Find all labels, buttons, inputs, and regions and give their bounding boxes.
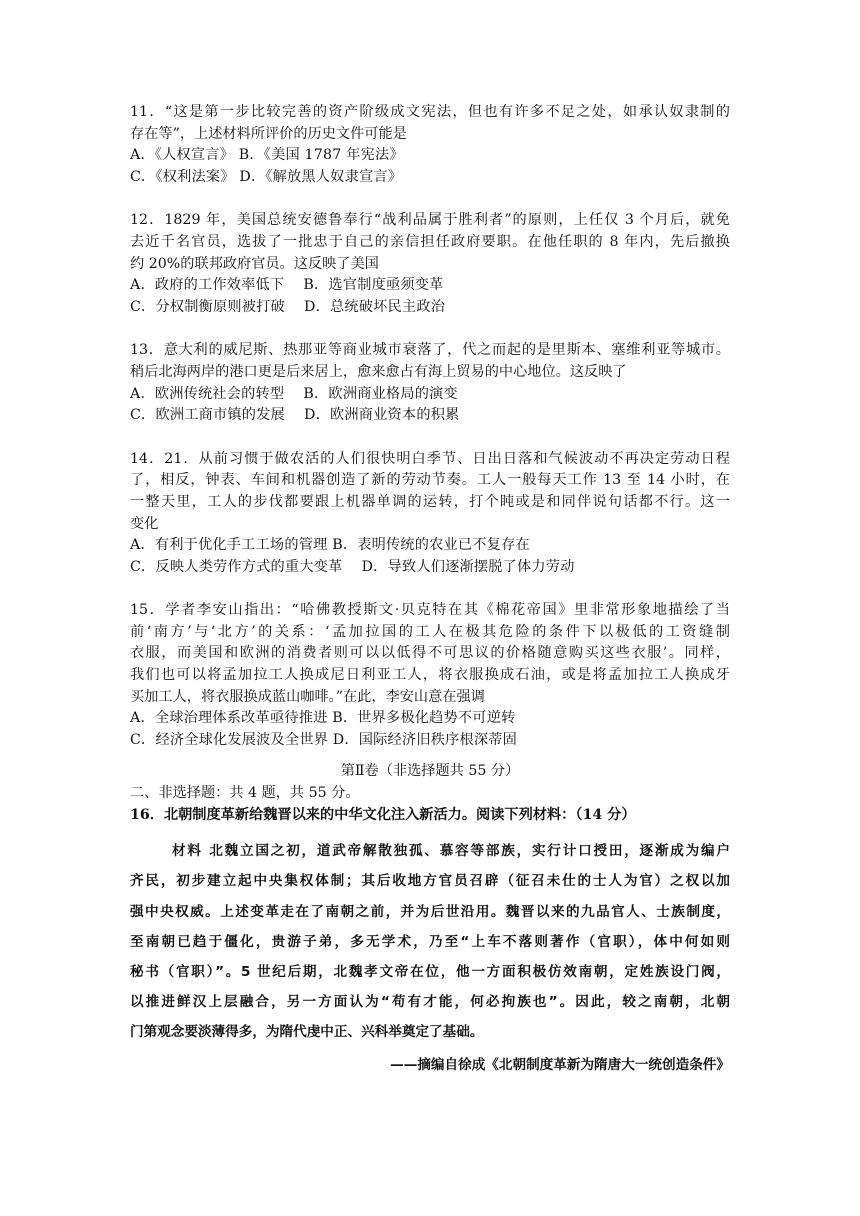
option-line: C．分权制衡原则被打破 D．总统破坏民主政治 [130, 298, 446, 315]
question-14 [130, 449, 730, 579]
material-line: 齐民，初步建立起中央集权体制；其后收地方官员召辟（征召未仕的士人为官）之权以加 [130, 873, 730, 890]
question-13 [130, 340, 730, 426]
options [130, 275, 730, 318]
question-stem-line: 了，相反，钟表、车间和机器创造了新的劳动节奏。工人一般每天工作 13 至 14 小时，在 [130, 472, 730, 489]
material-source: ——摘编自徐成《北朝制度革新为隋唐大一统创造条件》 [390, 1056, 730, 1073]
options [130, 708, 730, 751]
exam-page [130, 102, 730, 1080]
section-subtitle: 二、非选择题：共 4 题，共 55 分。 [130, 785, 360, 802]
option-line: A．《人权宣言》 B．《美国 1787 年宪法》 [130, 147, 404, 164]
question-stem-line: 前‘南方’与‘北方’的关系：‘孟加拉国的工人在极其危险的条件下以极低的工资缝制 [130, 623, 730, 640]
question-stem-line: 15．学者李安山指出：“哈佛教授斯文·贝克特在其《棉花帝国》里非常形象地描绘了当 [130, 602, 730, 619]
question-stem-line: 变化 [130, 515, 159, 532]
question-stem-line: 13．意大利的威尼斯、热那亚等商业城市衰落了，代之而起的是里斯本、塞维利亚等城市。 [130, 342, 730, 359]
question-stem-line: 买加工人，将衣服换成蓝山咖啡。”在此，李安山意在强调 [130, 688, 485, 705]
material-line: 以推进鲜汉上层融合，另一方面认为“苟有才能，何必拘族也”。因此，较之南朝，北朝 [130, 994, 730, 1011]
material-line: 强中央权威。上述变革走在了南朝之前，并为后世沿用。魏晋以来的九品官人、士族制度， [130, 903, 730, 920]
question-stem-line: 衣服，而美国和欧洲的消费者则可以以低得不可思议的价格随意购买这些衣服’。同样， [130, 645, 730, 662]
material-passage [130, 836, 730, 1080]
option-line: A．有利于优化手工工场的管理 B．表明传统的农业已不复存在 [130, 537, 530, 554]
option-line: C．欧洲工商市镇的发展 D．欧洲商业资本的积累 [130, 407, 460, 424]
material-line: 秘书（官职）”。5 世纪后期，北魏孝文帝在位，他一方面积极仿效南朝，定姓族设门阀， [130, 964, 730, 981]
option-line: A．政府的工作效率低下 B．选官制度亟须变革 [130, 277, 444, 294]
material-line: 至南朝已趋于僵化，贵游子弟，多无学术，乃至“上车不落则著作（官职），体中何如则 [130, 933, 730, 950]
question-16-stem: 16．北朝制度革新给魏晋以来的中华文化注入新活力。阅读下列材料：（14 分） [130, 806, 636, 823]
options [130, 145, 730, 188]
question-stem-line: 一整天里，工人的步伐都要跟上机器单调的运转，打个盹或是和同伴说句话都不行。这一 [130, 493, 730, 510]
material-line: 材料 北魏立国之初，道武帝解散独孤、慕容等部族，实行计口授田，逐渐成为编户 [172, 843, 730, 860]
option-line: A．全球治理体系改革亟待推进 B．世界多极化趋势不可逆转 [130, 710, 516, 727]
question-15 [130, 600, 730, 751]
question-12 [130, 210, 730, 318]
question-stem-line: 去近千名官员，选拔了一批忠于自己的亲信担任政府要职。在他任职的 8 年内，先后撤换 [130, 233, 730, 250]
question-stem-line: 存在等”，上述材料所评价的历史文件可能是 [130, 125, 407, 142]
option-line: C．经济全球化发展波及全世界 D．国际经济旧秩序根深蒂固 [130, 731, 518, 748]
question-stem-line: 11．“这是第一步比较完善的资产阶级成文宪法，但也有许多不足之处，如承认奴隶制的 [130, 104, 730, 120]
option-line: C．反映人类劳作方式的重大变革 D．导致人们逐渐摆脱了体力劳动 [130, 558, 575, 575]
question-stem-line: 12．1829 年，美国总统安德鲁奉行“战利品属于胜利者”的原则，上任仅 3 个月后，就免 [130, 212, 730, 229]
question-stem-line: 我们也可以将孟加拉工人换成尼日利亚工人，将衣服换成石油，或是将孟加拉工人换成牙 [130, 667, 730, 684]
question-stem-line: 14．21．从前习惯于做农活的人们很快明白季节、日出日落和气候波动不再决定劳动日程 [130, 450, 730, 467]
question-11 [130, 102, 730, 188]
question-stem-line: 稍后北海两岸的港口更是后来居上，愈来愈占有海上贸易的中心地位。这反映了 [130, 363, 627, 380]
option-line: C．《权利法案》 D．《解放黑人奴隶宣言》 [130, 168, 403, 185]
option-line: A．欧洲传统社会的转型 B．欧洲商业格局的演变 [130, 385, 458, 402]
options [130, 384, 730, 427]
section-title: 第Ⅱ卷（非选择题共 55 分） [340, 763, 520, 780]
question-stem-line: 约 20%的联邦政府官员。这反映了美国 [130, 255, 379, 272]
material-line: 门第观念要淡薄得多，为隋代虔中正、兴科举奠定了基础。 [130, 1024, 484, 1041]
options [130, 535, 730, 578]
